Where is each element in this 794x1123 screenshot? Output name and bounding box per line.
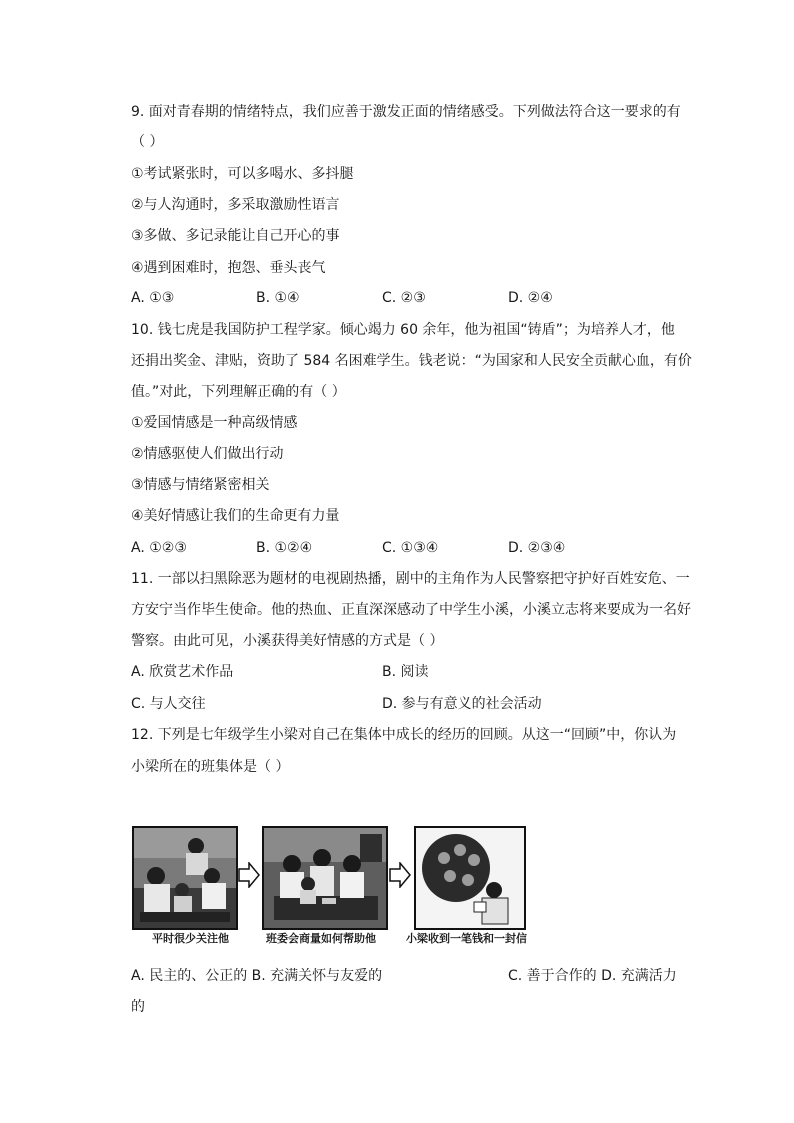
q12-caption-1: 平时很少关注他 [152, 932, 229, 945]
q11-option-a: A. 欣赏艺术作品 [131, 664, 234, 680]
arrow-right-icon [389, 862, 411, 888]
q10-stem-line2: 还捐出奖金、津贴，资助了 584 名困难学生。钱老说：“为国家和人民安全贡献心血，有价 [131, 353, 692, 369]
q11-stem-line3: 警察。由此可见，小溪获得美好情感的方式是（ ） [131, 633, 444, 649]
q11-option-b: B. 阅读 [382, 664, 429, 680]
q9-option-b: B. ①④ [256, 290, 300, 306]
q12-panel-1 [132, 826, 238, 930]
q9-item-2: ②与人沟通时，多采取激励性语言 [131, 197, 340, 213]
q10-option-b: B. ①②④ [256, 540, 313, 556]
q9-stem-line1: 9. 面对青春期的情绪特点，我们应善于激发正面的情绪感受。下列做法符合这一要求的有 [131, 104, 681, 120]
q12-comic-strip [130, 826, 530, 950]
q9-item-3: ③多做、多记录能让自己开心的事 [131, 228, 340, 244]
q12-stem-line2: 小梁所在的班集体是（ ） [131, 759, 290, 775]
q9-item-4: ④遇到困难时，抱怨、垂头丧气 [131, 260, 326, 276]
q12-panel-2 [262, 826, 388, 930]
q9-option-c: C. ②③ [382, 290, 426, 306]
q10-stem-line1: 10. 钱七虎是我国防护工程学家。倾心竭力 60 余年，他为祖国“铸盾”；为培养人才，他 [131, 322, 675, 338]
arrow-right-icon [238, 862, 260, 888]
q12-options-line1-left: A. 民主的、公正的 B. 充满关怀与友爱的 [131, 968, 383, 984]
q10-option-d: D. ②③④ [508, 540, 566, 556]
q12-caption-3: 小梁收到一笔钱和一封信 [406, 932, 527, 945]
q12-panel-3 [414, 826, 526, 930]
q12-options-line1-right: C. 善于合作的 D. 充满活力 [508, 968, 677, 984]
q10-item-1: ①爱国情感是一种高级情感 [131, 415, 298, 431]
q11-option-c: C. 与人交往 [131, 696, 206, 712]
q11-option-d: D. 参与有意义的社会活动 [382, 696, 542, 712]
q12-options-line2: 的 [131, 999, 145, 1015]
q10-option-c: C. ①③④ [382, 540, 439, 556]
q11-stem-line1: 11. 一部以扫黑除恶为题材的电视剧热播，剧中的主角作为人民警察把守护好百姓安危、一 [131, 571, 690, 587]
q11-stem-line2: 方安宁当作毕生使命。他的热血、正直深深感动了中学生小溪，小溪立志将来要成为一名好 [131, 602, 691, 618]
q9-option-a: A. ①③ [131, 290, 175, 306]
q12-stem-line1: 12. 下列是七年级学生小梁对自己在集体中成长的经历的回顾。从这一“回顾”中，你认为 [131, 727, 677, 743]
q10-item-4: ④美好情感让我们的生命更有力量 [131, 508, 340, 524]
q10-item-2: ②情感驱使人们做出行动 [131, 446, 284, 462]
q10-option-a: A. ①②③ [131, 540, 187, 556]
q9-stem-line2: （ ） [131, 134, 164, 150]
q9-item-1: ①考试紧张时，可以多喝水、多抖腿 [131, 166, 354, 182]
q9-option-d: D. ②④ [508, 290, 553, 306]
q10-stem-line3: 值。”对此，下列理解正确的有（ ） [131, 384, 346, 400]
q12-caption-2: 班委会商量如何帮助他 [266, 932, 376, 945]
q10-item-3: ③情感与情绪紧密相关 [131, 477, 270, 493]
